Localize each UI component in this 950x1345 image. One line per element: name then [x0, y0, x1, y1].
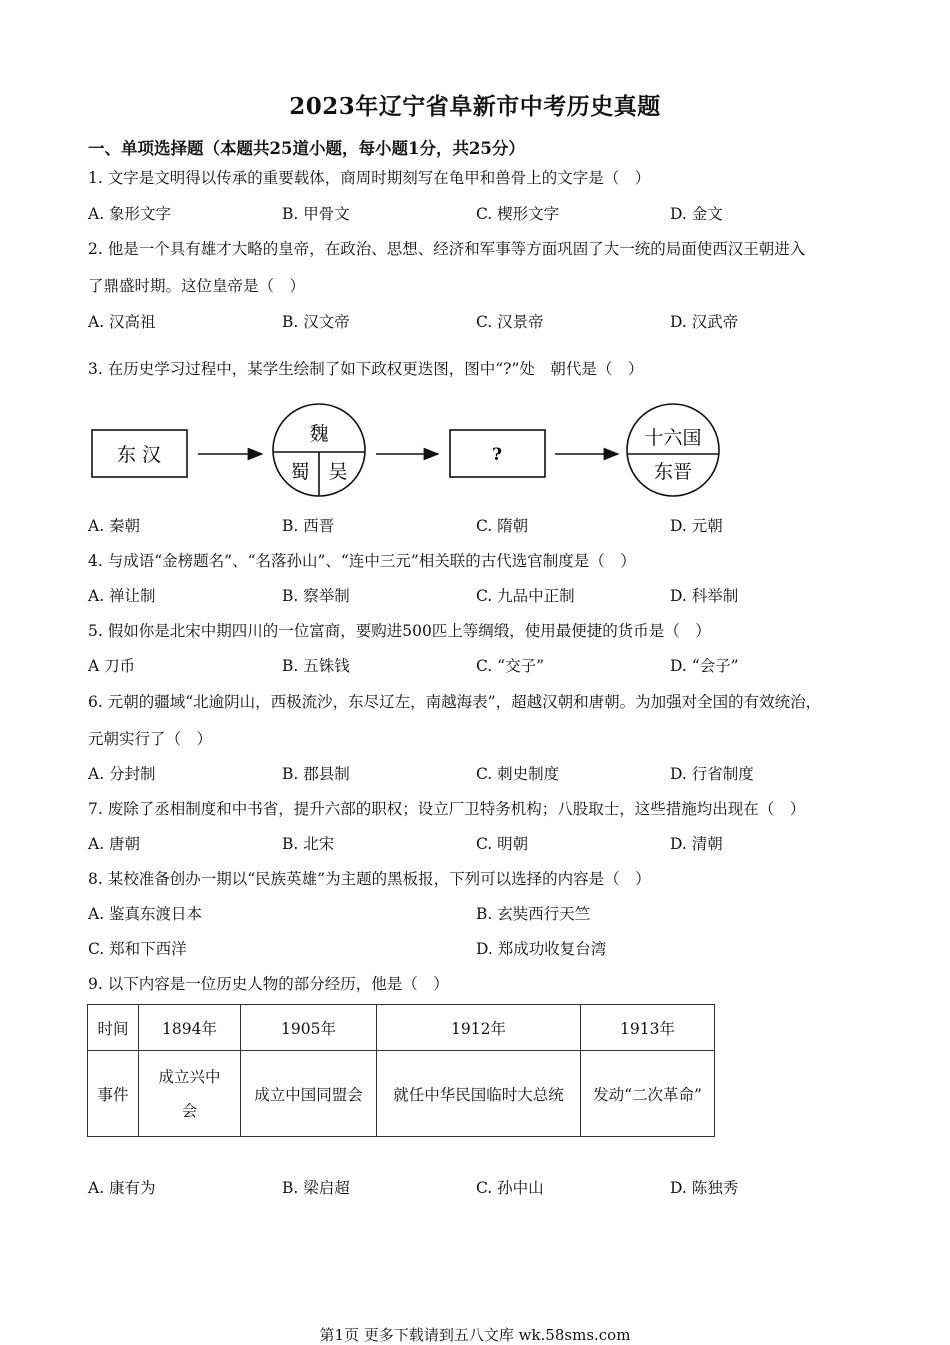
question-6-stem-line1: 6. 元朝的疆域“北逾阴山，西极流沙，东尽辽左，南越海表”，超越汉朝和唐朝。为加强对全国的有效统治， — [88, 693, 822, 711]
q8-option-d: D. 郑成功收复台湾 — [476, 940, 607, 958]
q1-option-d: D. 金文 — [670, 205, 723, 223]
q1-option-a: A. 象形文字 — [88, 205, 172, 223]
q5-option-c: C. “交子” — [476, 657, 545, 675]
table-cell-line: 会 — [181, 1101, 198, 1120]
table-cell: 发动“二次革命” — [581, 1051, 715, 1137]
q1-option-b: B. 甲骨文 — [282, 205, 350, 223]
question-3-stem: 3. 在历史学习过程中，某学生绘制了如下政权更迭图，图中“?”处 朝代是（ ） — [88, 360, 644, 378]
q9-option-c: C. 孙中山 — [476, 1179, 544, 1197]
question-2-stem-line1: 2. 他是一个具有雄才大略的皇帝，在政治、思想、经济和军事等方面巩固了大一统的局面使西汉王朝进入 — [88, 240, 806, 258]
table-row — [88, 1051, 715, 1137]
question-4-stem: 4. 与成语“金榜题名”、“名落孙山”、“连中三元”相关联的古代选官制度是（ ） — [88, 552, 636, 570]
table-cell: 1912年 — [377, 1005, 581, 1051]
eastern-han-label: 东 汉 — [116, 444, 162, 466]
q1-option-c: C. 楔形文字 — [476, 205, 560, 223]
q5-option-b: B. 五铢钱 — [282, 657, 350, 675]
q6-option-d: D. 行省制度 — [670, 765, 754, 783]
table-cell: 事件 — [88, 1051, 139, 1137]
q5-option-d: D. “会子” — [670, 657, 739, 675]
q4-option-d: D. 科举制 — [670, 587, 739, 605]
q7-option-a: A. 唐朝 — [88, 835, 141, 853]
q7-option-b: B. 北宋 — [282, 835, 335, 853]
wu-label: 吴 — [328, 461, 348, 483]
question-5-stem: 5. 假如你是北宋中期四川的一位富商，要购进500匹上等绸缎，使用最便捷的货币是（ ） — [88, 622, 711, 640]
dynasty-succession-diagram — [88, 398, 728, 503]
q2-option-d: D. 汉武帝 — [670, 313, 739, 331]
question-7-stem: 7. 废除了丞相制度和中书省，提升六部的职权；设立厂卫特务机构；八股取士，这些措施均出现在（ ） — [88, 800, 806, 818]
table-cell: 1894年 — [139, 1005, 241, 1051]
table-cell: 就任中华民国临时大总统 — [377, 1051, 581, 1137]
q9-option-b: B. 梁启超 — [282, 1179, 350, 1197]
section-heading: 一、单项选择题（本题共25道小题，每小题1分，共25分） — [88, 139, 525, 158]
q3-option-a: A. 秦朝 — [88, 517, 141, 535]
table-cell: 1913年 — [581, 1005, 715, 1051]
q2-option-c: C. 汉景帝 — [476, 313, 544, 331]
q4-option-b: B. 察举制 — [282, 587, 350, 605]
q6-option-c: C. 刺史制度 — [476, 765, 560, 783]
table-cell — [139, 1051, 241, 1137]
question-8-stem: 8. 某校准备创办一期以“民族英雄”为主题的黑板报，下列可以选择的内容是（ ） — [88, 870, 651, 888]
q8-option-c: C. 郑和下西洋 — [88, 940, 187, 958]
table-cell: 1905年 — [241, 1005, 377, 1051]
eastern-jin-label: 东晋 — [653, 461, 693, 483]
sixteen-kingdoms-label: 十六国 — [644, 427, 702, 449]
page-title: 2023年辽宁省阜新市中考历史真题 — [289, 93, 661, 120]
wei-label: 魏 — [309, 423, 329, 445]
page-footer: 第1页 更多下载请到五八文库 wk.58sms.com — [319, 1326, 631, 1344]
q9-option-d: D. 陈独秀 — [670, 1179, 739, 1197]
q2-option-b: B. 汉文帝 — [282, 313, 350, 331]
q6-option-b: B. 郡县制 — [282, 765, 350, 783]
unknown-dynasty-label: ? — [492, 445, 502, 465]
question-2-stem-line2: 了鼎盛时期。这位皇帝是（ ） — [88, 277, 306, 295]
shu-label: 蜀 — [290, 461, 310, 483]
table-cell: 成立中国同盟会 — [241, 1051, 377, 1137]
question-6-stem-line2: 元朝实行了（ ） — [88, 730, 213, 748]
q4-option-a: A. 禅让制 — [88, 587, 156, 605]
q7-option-c: C. 明朝 — [476, 835, 529, 853]
q8-option-a: A. 鉴真东渡日本 — [88, 905, 203, 923]
q5-option-a: A 刀币 — [88, 657, 136, 675]
question-1-stem: 1. 文字是文明得以传承的重要载体，商周时期刻写在龟甲和兽骨上的文字是（ ） — [88, 169, 651, 187]
question-9-stem: 9. 以下内容是一位历史人物的部分经历，他是（ ） — [88, 975, 449, 993]
q8-option-b: B. 玄奘西行天竺 — [476, 905, 591, 923]
table-row — [88, 1005, 715, 1051]
q3-option-c: C. 隋朝 — [476, 517, 529, 535]
table-cell-line: 成立兴中 — [158, 1067, 221, 1086]
q4-option-c: C. 九品中正制 — [476, 587, 575, 605]
q9-option-a: A. 康有为 — [88, 1179, 156, 1197]
sun-yatsen-timeline-table — [87, 1004, 715, 1137]
q3-option-b: B. 西晋 — [282, 517, 335, 535]
table-cell: 时间 — [88, 1005, 139, 1051]
q2-option-a: A. 汉高祖 — [88, 313, 156, 331]
q7-option-d: D. 清朝 — [670, 835, 723, 853]
q6-option-a: A. 分封制 — [88, 765, 156, 783]
q3-option-d: D. 元朝 — [670, 517, 723, 535]
